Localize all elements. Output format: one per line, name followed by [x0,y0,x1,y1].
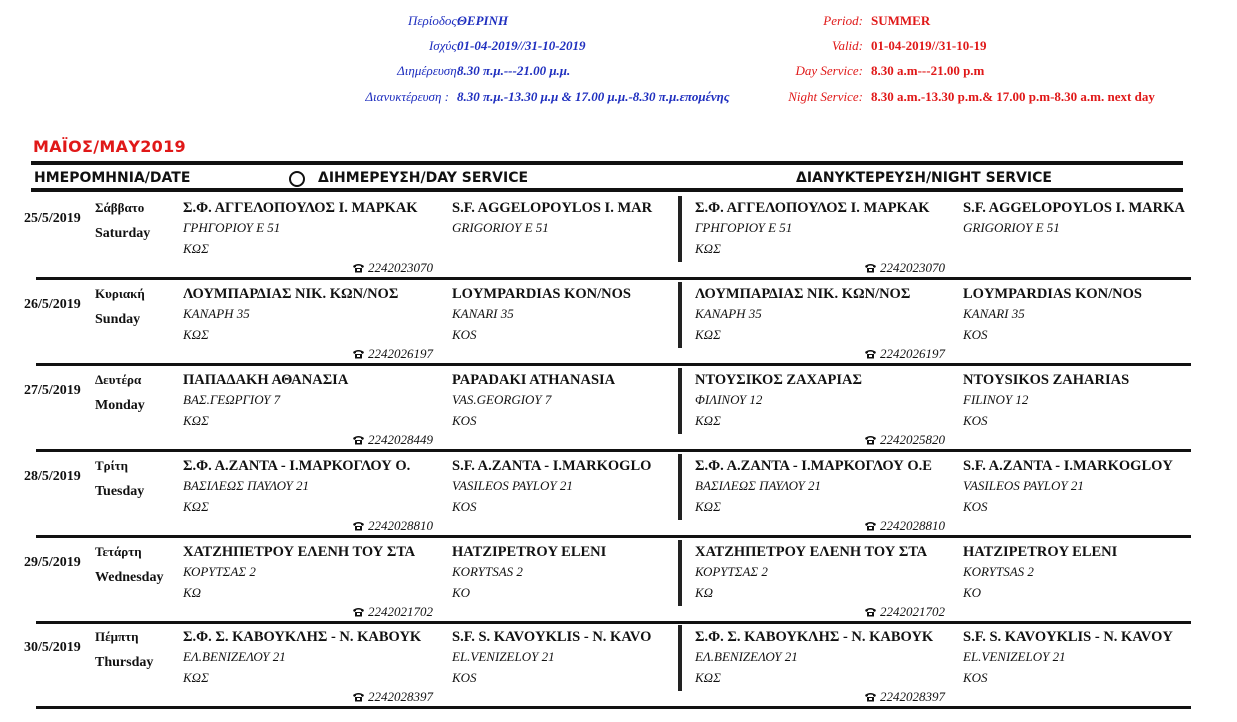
day-phone [352,604,433,620]
row-day-english: Tuesday [95,484,145,499]
night-address-greek: ΚΑΝΑΡΗ 35 [695,306,762,321]
night-phone [864,260,945,276]
day-phone [352,518,433,534]
night-phone [864,604,945,620]
column-separator [678,282,682,348]
day-service-value-en: 8.30 a.m---21.00 p.m [871,63,985,78]
row-date: 25/5/2019 [24,211,81,226]
phone-icon [864,605,877,615]
day-address-greek: ΕΛ.ΒΕΝΙΖΕΛΟΥ 21 [183,649,286,664]
night-address-english: GRIGORIOY E 51 [963,220,1060,235]
row-date: 27/5/2019 [24,383,81,398]
day-address-english: GRIGORIOY E 51 [452,220,549,235]
row-day-english: Thursday [95,655,154,670]
night-pharmacy-name-greek: ΛΟΥΜΠΑΡΔΙΑΣ ΝΙΚ. ΚΩΝ/ΝΟΣ [695,286,911,302]
night-phone [864,689,945,705]
phone-number: 2242023070 [368,260,433,275]
day-address-english: KORYTSAS 2 [452,564,523,579]
period-label-en: Period: [823,13,863,28]
valid-label-gr: Ισχύς: [428,38,461,53]
day-pharmacy-name-greek: ΠΑΠΑΔΑΚΗ ΑΘΑΝΑΣΙΑ [183,372,349,388]
row-day-greek: Κυριακή [95,286,145,301]
day-city-english: KOS [452,499,477,514]
row-divider [36,621,1191,624]
day-address-english: VASILEOS PAYLOY 21 [452,478,573,493]
date-column-header: ΗΜΕΡΟΜΗΝΙΑ/DATE [34,170,191,186]
night-city-english: KOS [963,413,988,428]
phone-number: 2242021702 [880,604,945,619]
night-pharmacy-name-greek: ΧΑΤΖΗΠΕΤΡΟΥ ΕΛΕΝΗ ΤΟΥ ΣΤΑ [695,544,928,560]
row-day-english: Wednesday [95,570,164,585]
night-city-greek: ΚΩΣ [695,670,721,685]
phone-icon [352,347,365,357]
day-city-english: KO [452,585,471,600]
period-value-en: SUMMER [871,13,931,28]
phone-number: 2242028810 [368,518,433,533]
day-city-greek: ΚΩΣ [183,327,209,342]
night-address-greek: ΓΡΗΓΟΡΙΟΥ Ε 51 [695,220,793,235]
day-address-greek: ΒΑΣ.ΓΕΩΡΓΙΟΥ 7 [183,392,281,407]
day-pharmacy-name-greek: ΛΟΥΜΠΑΡΔΙΑΣ ΝΙΚ. ΚΩΝ/ΝΟΣ [183,286,399,302]
day-city-greek: ΚΩΣ [183,241,209,256]
row-day-english: Sunday [95,312,141,327]
row-date: 26/5/2019 [24,297,81,312]
row-divider [36,277,1191,280]
phone-number: 2242028449 [368,432,433,447]
night-address-english: KORYTSAS 2 [963,564,1034,579]
period-value-gr: ΘΕΡΙΝΗ [457,13,509,28]
night-address-english: VASILEOS PAYLOY 21 [963,478,1084,493]
day-pharmacy-name-english: S.F. AGGELOPOYLOS I. MAR [452,200,653,216]
table-top-rule [31,161,1183,165]
phone-number: 2242025820 [880,432,945,447]
phone-number: 2242023070 [880,260,945,275]
night-address-greek: ΚΟΡΥΤΣΑΣ 2 [695,564,768,579]
night-pharmacy-name-english: S.F. AGGELOPOYLOS I. MARKA [963,200,1185,216]
day-address-greek: ΒΑΣΙΛΕΩΣ ΠΑΥΛΟΥ 21 [183,478,309,493]
night-pharmacy-name-greek: Σ.Φ. ΑΓΓΕΛΟΠΟΥΛΟΣ Ι. ΜΑΡΚΑΚ [695,200,930,216]
night-pharmacy-name-greek: Σ.Φ. Α.ΖΑΝΤΑ - Ι.ΜΑΡΚΟΓΛΟΥ Ο.Ε [695,458,932,474]
night-pharmacy-name-english: NTOYSIKOS ZAHARIAS [963,372,1130,388]
day-address-english: EL.VENIZELOY 21 [452,649,555,664]
column-separator [678,625,682,691]
month-title: ΜΑΪΟΣ/ΜΑΥ2019 [33,137,186,156]
night-address-greek: ΕΛ.ΒΕΝΙΖΕΛΟΥ 21 [695,649,798,664]
day-city-greek: ΚΩΣ [183,413,209,428]
day-city-english: KOS [452,327,477,342]
night-city-english: KOS [963,327,988,342]
column-separator [678,196,682,262]
day-address-greek: ΚΑΝΑΡΗ 35 [183,306,250,321]
day-address-greek: ΚΟΡΥΤΣΑΣ 2 [183,564,256,579]
night-city-greek: ΚΩΣ [695,499,721,514]
row-day-greek: Τρίτη [95,458,129,473]
valid-value-en: 01-04-2019//31-10-19 [871,38,987,53]
day-city-english: KOS [452,413,477,428]
phone-number: 2242026197 [880,346,945,361]
valid-label-en: Valid: [831,38,863,53]
column-separator [678,540,682,606]
night-service-value-gr: 8.30 π.μ.-13.30 μ.μ & 17.00 μ.μ.-8.30 π.μ.επομένης [457,89,730,104]
day-pharmacy-name-greek: Σ.Φ. Σ. ΚΑΒΟΥΚΛΗΣ - Ν. ΚΑΒΟΥΚ [183,629,422,645]
night-service-label-en: Night Service: [788,89,863,104]
night-phone [864,518,945,534]
row-divider [36,363,1191,366]
night-pharmacy-name-english: HATZIPETROY ELENI [963,544,1118,560]
day-pharmacy-name-english: S.F. S. KAVOYKLIS - N. KAVO [452,629,652,645]
day-service-value-gr: 8.30 π.μ.---21.00 μ.μ. [457,63,571,78]
night-address-english: KANARI 35 [963,306,1025,321]
night-pharmacy-name-greek: ΝΤΟΥΣΙΚΟΣ ΖΑΧΑΡΙΑΣ [695,372,862,388]
day-pharmacy-name-english: LOYMPARDIAS KON/NOS [452,286,631,302]
night-phone [864,346,945,362]
day-phone [352,346,433,362]
day-phone [352,432,433,448]
phone-icon [352,519,365,529]
day-city-greek: ΚΩΣ [183,670,209,685]
day-city-greek: ΚΩΣ [183,499,209,514]
phone-icon [352,261,365,271]
row-day-greek: Τετάρτη [95,544,142,559]
night-city-english: KO [963,585,982,600]
phone-icon [352,605,365,615]
phone-icon [352,690,365,700]
column-separator [678,368,682,434]
day-address-greek: ΓΡΗΓΟΡΙΟΥ Ε 51 [183,220,281,235]
table-header-rule [31,188,1183,192]
night-city-english: KOS [963,499,988,514]
night-city-greek: ΚΩΣ [695,413,721,428]
night-service-header: ΔΙΑΝΥΚΤΕΡΕΥΣΗ/NIGHT SERVICE [796,170,1052,186]
day-pharmacy-name-greek: Σ.Φ. ΑΓΓΕΛΟΠΟΥΛΟΣ Ι. ΜΑΡΚΑΚ [183,200,418,216]
night-pharmacy-name-greek: Σ.Φ. Σ. ΚΑΒΟΥΚΛΗΣ - Ν. ΚΑΒΟΥΚ [695,629,934,645]
night-address-greek: ΒΑΣΙΛΕΩΣ ΠΑΥΛΟΥ 21 [695,478,821,493]
row-day-greek: Δευτέρα [95,372,142,387]
day-city-greek: ΚΩ [183,585,202,600]
row-day-greek: Πέμπτη [95,629,139,644]
day-address-english: VAS.GEORGIOY 7 [452,392,552,407]
night-address-english: FILINOY 12 [963,392,1029,407]
phone-number: 2242028397 [880,689,945,704]
phone-icon [352,433,365,443]
day-city-english: KOS [452,670,477,685]
row-divider [36,535,1191,538]
phone-icon [864,347,877,357]
night-pharmacy-name-english: S.F. S. KAVOYKLIS - N. KAVOY [963,629,1173,645]
day-service-header: ΔΙΗΜΕΡΕΥΣΗ/DAY SERVICE [318,170,529,186]
night-pharmacy-name-english: LOYMPARDIAS KON/NOS [963,286,1142,302]
phone-number: 2242026197 [368,346,433,361]
valid-value-gr: 01-04-2019//31-10-2019 [457,38,586,53]
night-service-value-en: 8.30 a.m.-13.30 p.m.& 17.00 p.m-8.30 a.m. next day [871,89,1155,104]
row-date: 30/5/2019 [24,640,81,655]
circle-icon [289,171,305,187]
night-city-english: KOS [963,670,988,685]
night-address-greek: ΦΙΛΙΝΟΥ 12 [695,392,763,407]
period-label-gr: Περίοδος: [407,13,461,28]
day-pharmacy-name-english: PAPADAKI ATHANASIA [452,372,616,388]
day-pharmacy-name-greek: ΧΑΤΖΗΠΕΤΡΟΥ ΕΛΕΝΗ ΤΟΥ ΣΤΑ [183,544,416,560]
day-pharmacy-name-greek: Σ.Φ. Α.ΖΑΝΤΑ - Ι.ΜΑΡΚΟΓΛΟΥ Ο. [183,458,411,474]
night-city-greek: ΚΩΣ [695,241,721,256]
night-phone [864,432,945,448]
row-day-english: Saturday [95,226,151,241]
row-day-english: Monday [95,398,145,413]
day-service-label-en: Day Service: [795,63,863,78]
phone-icon [864,433,877,443]
day-address-english: KANARI 35 [452,306,514,321]
row-date: 28/5/2019 [24,469,81,484]
row-date: 29/5/2019 [24,555,81,570]
day-phone [352,260,433,276]
phone-icon [864,261,877,271]
night-service-label-gr: Διανυκτέρευση : [365,89,449,104]
row-divider [36,449,1191,452]
row-day-greek: Σάββατο [95,200,145,215]
day-phone [352,689,433,705]
night-address-english: EL.VENIZELOY 21 [963,649,1066,664]
phone-icon [864,690,877,700]
night-pharmacy-name-english: S.F. A.ZANTA - I.MARKOGLOY [963,458,1173,474]
day-pharmacy-name-english: S.F. A.ZANTA - I.MARKOGLO [452,458,652,474]
day-pharmacy-name-english: HATZIPETROY ELENI [452,544,607,560]
phone-number: 2242028397 [368,689,433,704]
phone-number: 2242028810 [880,518,945,533]
phone-number: 2242021702 [368,604,433,619]
phone-icon [864,519,877,529]
day-service-label-gr: Διημέρευση: [397,63,461,78]
night-city-greek: ΚΩΣ [695,327,721,342]
row-divider [36,706,1191,709]
night-city-greek: ΚΩ [695,585,714,600]
column-separator [678,454,682,520]
